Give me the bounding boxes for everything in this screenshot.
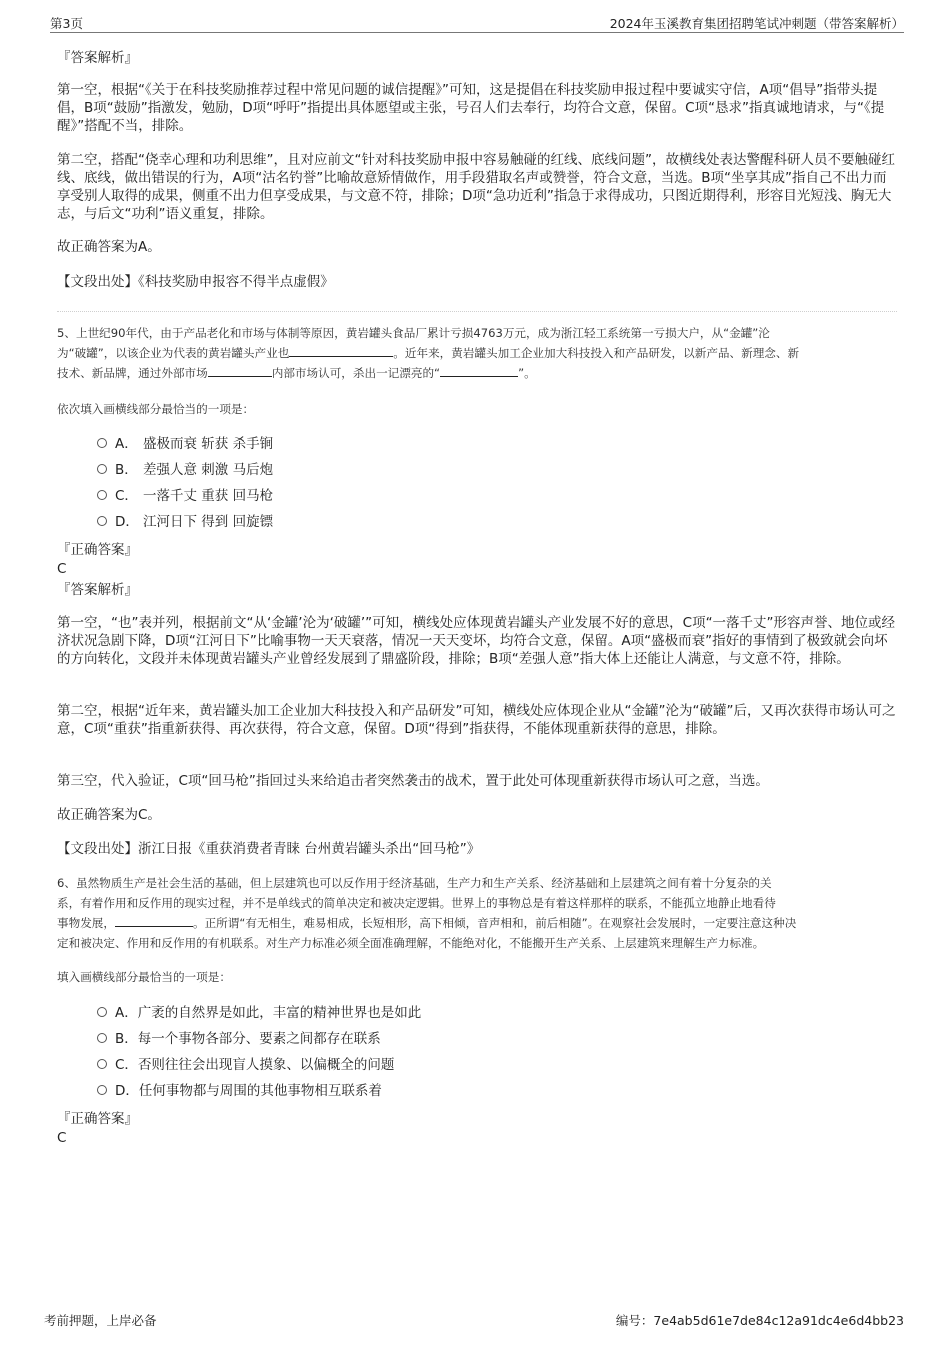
page-number: 第3页 [50, 16, 83, 31]
question-text: 技术、新品牌，通过外部市场 [57, 366, 208, 380]
correct-answer-label: 『正确答案』 [57, 542, 138, 558]
document-code: 编号：7e4ab5d61e7de84c12a91dc4e6d4bb23 [615, 1313, 904, 1328]
option-text: 一落千丈 重获 回马枪 [143, 488, 274, 504]
option-letter: C． [115, 488, 138, 504]
analysis-paragraph: 第二空，根据“近年来，黄岩罐头加工企业加大科技投入和产品研发”可知，横线处应体现企业从“金罐”沦为“破罐”后，又再次获得市场认可之意，C项“重获”指重新获得、再次获得，符合文意，保留。D项“得到”指获得，不能体现重新获得的意思，排除。 [57, 703, 896, 737]
blank-underline [440, 364, 518, 377]
option-letter: B． [115, 1031, 138, 1047]
option-letter: C． [115, 1057, 138, 1073]
option-d[interactable] [97, 1082, 382, 1100]
option-text: 江河日下 得到 回旋镖 [143, 514, 274, 530]
radio-button[interactable] [97, 1033, 107, 1043]
question-text: 内部市场认可，杀出一记漂亮的“ [271, 366, 441, 380]
radio-button[interactable] [97, 1085, 107, 1095]
option-c[interactable] [97, 1056, 394, 1074]
radio-button[interactable] [97, 1059, 107, 1069]
option-letter: D． [115, 514, 139, 530]
question-text: 。近年来，黄岩罐头加工企业加大科技投入和产品研发，以新产品、新理念、新 [393, 346, 800, 360]
question-text-line: 6、虽然物质生产是社会生活的基础，但上层建筑也可以反作用于经济基础，生产力和生产关系、经济基础和上层建筑之间有着十分复杂的关 [57, 876, 772, 890]
correct-answer-value: C [57, 1130, 67, 1146]
question-text-line [57, 343, 897, 363]
option-letter: B． [115, 462, 138, 478]
question-text-line: 系，有着作用和反作用的现实过程，并不是单线式的简单决定和被决定逻辑。世界上的事物总是有着这样那样的联系，不能孤立地静止地看待 [57, 896, 776, 910]
option-b[interactable] [97, 1030, 381, 1048]
question-instruction: 填入画横线部分最恰当的一项是： [57, 970, 231, 984]
question-text-line [57, 913, 897, 933]
analysis-paragraph: 第一空，“也”表并列，根据前文“从‘金罐’沦为‘破罐’”可知，横线处应体现黄岩罐头产业发展不好的意思，C项“一落千丈”形容声誉、地位或经济状况急剧下降，D项“江河日下”比喻事物一天天衰落，情况一天天变坏，均符合文意，保留。A项“盛极而衰”指好的事情到了极致就会向坏的方向转化，文段并未体现黄岩罐头产业曾经发展到了鼎盛阶段，排除；B项“差强人意”指大体上还能让人满意，与文意不符，排除。 [57, 615, 896, 667]
analysis-paragraph: 第三空，代入验证，C项“回马枪”指回过头来给追击者突然袭击的战术，置于此处可体现重新获得市场认可之意，当选。 [57, 773, 769, 789]
question-instruction: 依次填入画横线部分最恰当的一项是： [57, 402, 255, 416]
correct-answer-label: 『正确答案』 [57, 1111, 138, 1127]
divider [57, 311, 897, 312]
radio-button[interactable] [97, 516, 107, 526]
option-letter: A． [115, 436, 138, 452]
question-text-line: 定和被决定、作用和反作用的有机联系。对生产力标准必须全面准确理解，不能绝对化，不能搬开生产关系、上层建筑来理解生产力标准。 [57, 936, 765, 950]
option-text: 任何事物都与周围的其他事物相互联系着 [138, 1083, 382, 1099]
option-a[interactable] [97, 435, 273, 453]
question-text: 为“破罐”，以该企业为代表的黄岩罐头产业也 [57, 346, 290, 360]
footer-note: 考前押题，上岸必备 [44, 1313, 157, 1328]
option-text: 否则往往会出现盲人摸象、以偏概全的问题 [137, 1057, 395, 1073]
source-citation: 【文段出处】浙江日报《重获消费者青睐 台州黄岩罐头杀出“回马枪”》 [57, 841, 481, 857]
question-text: 事物发展， [57, 916, 115, 930]
analysis-label: 『答案解析』 [57, 582, 138, 598]
answer-conclusion: 故正确答案为C。 [57, 807, 161, 823]
page-header [50, 12, 904, 33]
option-b[interactable] [97, 461, 273, 479]
option-text: 广袤的自然界是如此，丰富的精神世界也是如此 [137, 1005, 422, 1021]
option-text: 每一个事物各部分、要素之间都存在联系 [137, 1031, 381, 1047]
answer-conclusion: 故正确答案为A。 [57, 239, 161, 255]
option-letter: D． [115, 1083, 139, 1099]
blank-underline [289, 344, 393, 357]
analysis-paragraph: 第二空，搭配“侥幸心理和功利思维”，且对应前文“针对科技奖励申报中容易触碰的红线、底线问题”，故横线处表达警醒科研人员不要触碰红线、底线，做出错误的行为，A项“沽名钓誉”比喻故意矫情做作，用手段猎取名声或赞誉，符合文意，当选。B项“坐享其成”指自己不出力而享受别人取得的成果，侧重不出力但享受成果，与文意不符，排除；D项“急功近利”指急于求得成功，只图近期得利，形容目光短浅、胸无大志，与后文“功利”语义重复，排除。 [57, 152, 895, 222]
question-text-line [57, 363, 897, 383]
option-a[interactable] [97, 1004, 421, 1022]
radio-button[interactable] [97, 490, 107, 500]
question-text: ”。 [518, 366, 536, 380]
option-c[interactable] [97, 487, 273, 505]
correct-answer-value: C [57, 561, 67, 577]
option-text: 差强人意 刺激 马后炮 [143, 462, 274, 478]
radio-button[interactable] [97, 464, 107, 474]
radio-button[interactable] [97, 1007, 107, 1017]
option-d[interactable] [97, 513, 273, 531]
analysis-paragraph: 第一空，根据“《关于在科技奖励推荐过程中常见问题的诚信提醒》”可知，这是提倡在科技奖励申报过程中要诚实守信，A项“倡导”指带头提倡，B项“鼓励”指激发，勉励，D项“呼吁”指提出具体愿望或主张，号召人们去奉行，均符合文意，保留。C项“恳求”指真诚地请求，与“《提醒》”搭配不当，排除。 [57, 82, 885, 134]
blank-underline [115, 914, 193, 927]
radio-button[interactable] [97, 438, 107, 448]
source-citation: 【文段出处】《科技奖励申报容不得半点虚假》 [57, 274, 334, 290]
question-6-stem [57, 873, 897, 953]
question-text-line: 5、上世纪90年代，由于产品老化和市场与体制等原因，黄岩罐头食品厂累计亏损4763万元，成为浙江轻工系统第一亏损大户，从“金罐”沦 [57, 326, 770, 340]
analysis-label: 『答案解析』 [57, 50, 138, 66]
document-title: 2024年玉溪教育集团招聘笔试冲刺题（带答案解析） [609, 16, 904, 31]
question-5-stem [57, 323, 897, 383]
blank-underline [208, 364, 272, 377]
option-text: 盛极而衰 斩获 杀手锏 [143, 436, 274, 452]
option-letter: A． [115, 1005, 138, 1021]
question-text: 。正所谓“有无相生，难易相成，长短相形，高下相倾，音声相和，前后相随”。在观察社会发展时，一定要注意这种决 [192, 916, 797, 930]
